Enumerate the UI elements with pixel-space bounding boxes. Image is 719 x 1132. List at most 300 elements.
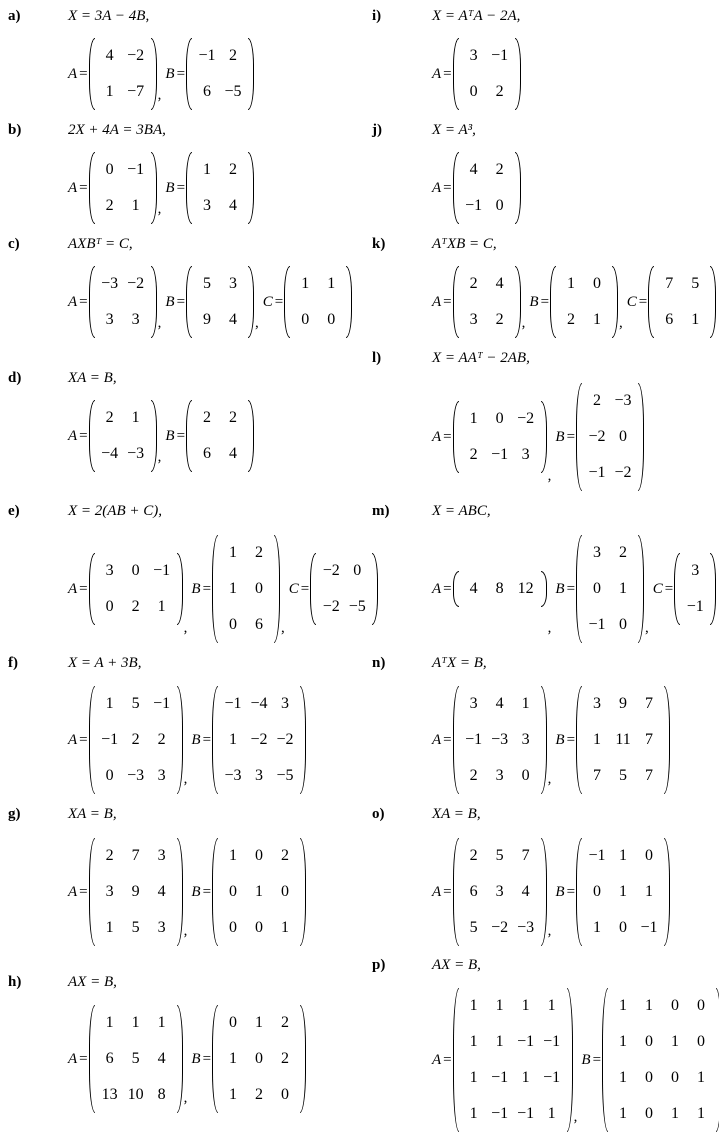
matrix-A: [89, 686, 183, 794]
matrix-cell: 1: [645, 997, 654, 1014]
matrix-cell: 3: [105, 311, 114, 328]
problem-equation: X = A + 3B,: [68, 655, 142, 671]
matrix-label: A: [68, 179, 78, 196]
right-paren-icon: [515, 38, 521, 110]
matrix-cell: 0: [229, 1014, 238, 1031]
equals-sign: =: [79, 179, 88, 196]
matrix-cell: 0: [301, 311, 310, 328]
comma-separator: ,: [281, 620, 285, 636]
problem-equation: X = AᵀA − 2A,: [432, 8, 521, 24]
matrix-cell: 1: [203, 161, 212, 178]
equals-sign: =: [592, 1051, 602, 1068]
matrix-B: [186, 266, 254, 338]
comma-separator: ,: [547, 771, 552, 787]
matrix-cell: 2: [495, 161, 504, 178]
matrix-cell: 0: [105, 161, 114, 178]
matrix-cell: 3: [469, 695, 478, 712]
equals-sign: =: [443, 1051, 452, 1068]
matrix-label: A: [432, 1051, 442, 1068]
matrix-cell: 1: [495, 1033, 504, 1050]
comma-separator: ,: [157, 449, 162, 465]
matrix-cell: 2: [281, 847, 290, 864]
matrix-cell: 7: [521, 847, 530, 864]
given-matrices: [68, 400, 254, 472]
matrix-cell: 1: [469, 1105, 478, 1122]
matrix-cell: 4: [495, 695, 504, 712]
equals-sign: =: [443, 65, 452, 82]
right-paren-icon: [664, 838, 670, 946]
problem-letter: m): [372, 503, 390, 519]
equals-sign: =: [176, 65, 186, 82]
matrix-cell: 2: [203, 409, 212, 426]
equals-sign: =: [566, 883, 576, 900]
matrix-label: A: [68, 427, 78, 444]
matrix-cell: 1: [521, 695, 530, 712]
matrix-cell: 6: [105, 1050, 114, 1067]
matrix-cell: 3: [105, 883, 114, 900]
matrix-label: C: [652, 580, 663, 597]
matrix-cell: 1: [131, 197, 140, 214]
matrix-cell: 3: [593, 544, 602, 561]
matrix-cell: 0: [645, 1033, 654, 1050]
matrix-cell: 1: [619, 997, 628, 1014]
matrix-cell: 0: [521, 767, 530, 784]
comma-separator: ,: [547, 923, 552, 939]
matrix-cell: 0: [697, 997, 706, 1014]
right-paren-icon: [541, 838, 547, 946]
matrix-cell: −2: [517, 410, 535, 427]
matrix-cell: 2: [469, 275, 478, 292]
matrix-cell: 3: [521, 446, 530, 463]
right-paren-icon: [248, 152, 254, 224]
equals-sign: =: [566, 580, 576, 597]
matrix-cell: −2: [322, 598, 340, 615]
problem-equation: 2X + 4A = 3BA,: [68, 122, 166, 138]
equals-sign: =: [300, 580, 310, 597]
matrix-cell: −1: [517, 1105, 535, 1122]
matrix-cell: 1: [229, 1050, 238, 1067]
matrix-cell: −1: [517, 1033, 535, 1050]
matrix-cell: −4: [250, 695, 268, 712]
matrix-cell: 6: [665, 311, 674, 328]
right-paren-icon: [177, 838, 183, 946]
matrix-cell: −1: [127, 161, 145, 178]
matrix-cell: 0: [593, 580, 602, 597]
matrix-cell: 0: [131, 562, 140, 579]
matrix-label: A: [432, 293, 442, 310]
matrix-cell: 0: [105, 767, 114, 784]
equals-sign: =: [443, 883, 452, 900]
matrix-cell: 3: [691, 562, 700, 579]
matrix-cell: 3: [157, 847, 166, 864]
matrix-A: [89, 38, 157, 110]
matrix-label: A: [68, 580, 78, 597]
matrix-cell: 7: [593, 767, 602, 784]
matrix-cell: −1: [153, 695, 171, 712]
equals-sign: =: [79, 731, 88, 748]
given-matrices: [68, 686, 306, 794]
comma-separator: ,: [645, 620, 649, 636]
matrix-cell: −1: [101, 731, 119, 748]
problem-letter: p): [372, 957, 386, 973]
matrix-cell: −1: [588, 847, 606, 864]
comma-separator: ,: [183, 923, 188, 939]
matrix-cell: 0: [255, 1050, 264, 1067]
equals-sign: =: [540, 293, 550, 310]
equals-sign: =: [79, 427, 88, 444]
matrix-cell: −2: [491, 919, 509, 936]
comma-separator: ,: [157, 201, 162, 217]
matrix-cell: −1: [153, 562, 171, 579]
matrix-cell: 6: [203, 445, 212, 462]
comma-separator: ,: [547, 620, 552, 636]
matrix-cell: 1: [131, 1014, 140, 1031]
matrix-cell: 1: [567, 275, 576, 292]
equals-sign: =: [443, 179, 452, 196]
matrix-cell: 2: [469, 767, 478, 784]
equals-sign: =: [443, 293, 452, 310]
matrix-cell: 3: [157, 767, 166, 784]
given-matrices: [432, 152, 521, 224]
matrix-cell: 2: [495, 311, 504, 328]
given-matrices: [432, 838, 670, 946]
right-paren-icon: [248, 38, 254, 110]
matrix-cell: −2: [276, 731, 294, 748]
matrix-cell: −5: [276, 767, 294, 784]
matrix-cell: −1: [491, 446, 509, 463]
matrix-cell: 1: [105, 1014, 114, 1031]
matrix-cell: 3: [495, 767, 504, 784]
matrix-B: [212, 838, 306, 946]
matrix-label: B: [165, 65, 175, 82]
matrix-cell: 4: [157, 1050, 166, 1067]
right-paren-icon: [151, 152, 157, 224]
matrix-B: [212, 535, 280, 643]
matrix-B: [602, 988, 719, 1132]
matrix-cell: −1: [491, 1069, 509, 1086]
problem-equation: XA = B,: [432, 806, 481, 822]
right-paren-icon: [664, 686, 670, 794]
matrix-cell: −3: [127, 445, 145, 462]
problem-letter: i): [372, 8, 382, 24]
right-paren-icon: [177, 1005, 183, 1113]
matrix-A: [89, 838, 183, 946]
matrix-label: A: [68, 65, 78, 82]
matrix-cell: 2: [567, 311, 576, 328]
matrix-cell: 1: [521, 997, 530, 1014]
matrix-cell: 0: [645, 1105, 654, 1122]
equals-sign: =: [79, 883, 88, 900]
problem-equation: AᵀXB = C,: [432, 236, 497, 252]
matrix-cell: 2: [593, 392, 602, 409]
equals-sign: =: [176, 427, 186, 444]
matrix-label: B: [165, 293, 175, 310]
equals-sign: =: [79, 65, 88, 82]
problem-letter: k): [372, 236, 386, 252]
given-matrices: [432, 38, 521, 110]
equals-sign: =: [176, 179, 186, 196]
right-paren-icon: [541, 686, 547, 794]
equals-sign: =: [202, 580, 212, 597]
matrix-cell: 2: [105, 847, 114, 864]
matrix-A: [453, 266, 521, 338]
matrix-label: C: [626, 293, 637, 310]
matrix-cell: 1: [495, 997, 504, 1014]
right-paren-icon: [541, 571, 547, 607]
right-paren-icon: [300, 1005, 306, 1113]
matrix-B: [576, 383, 644, 491]
matrix-cell: 4: [229, 311, 238, 328]
matrix-cell: 4: [521, 883, 530, 900]
right-paren-icon: [612, 266, 618, 338]
right-paren-icon: [300, 838, 306, 946]
matrix-cell: 10: [127, 1086, 144, 1103]
matrix-cell: −1: [491, 1105, 509, 1122]
equals-sign: =: [176, 293, 186, 310]
matrix-B: [212, 686, 306, 794]
problem-equation: X = 3A − 4B,: [68, 8, 150, 24]
comma-separator: ,: [157, 87, 162, 103]
matrix-cell: 3: [157, 919, 166, 936]
matrix-cell: 1: [593, 731, 602, 748]
matrix-cell: 7: [645, 767, 654, 784]
matrix-cell: 0: [645, 1069, 654, 1086]
given-matrices: [432, 988, 719, 1132]
matrix-label: A: [432, 731, 442, 748]
matrix-cell: 1: [469, 997, 478, 1014]
problem-letter: g): [8, 806, 21, 822]
matrix-cell: 4: [469, 161, 478, 178]
matrix-cell: 2: [229, 161, 238, 178]
problem-equation: X = AAᵀ − 2AB,: [432, 350, 530, 366]
comma-separator: ,: [183, 1090, 188, 1106]
matrix-cell: 1: [229, 1086, 238, 1103]
matrix-cell: 3: [203, 197, 212, 214]
given-matrices: [68, 838, 306, 946]
matrix-cell: 1: [619, 1105, 628, 1122]
matrix-cell: 7: [131, 847, 140, 864]
matrix-cell: 5: [495, 847, 504, 864]
matrix-A: [453, 401, 547, 473]
problem-equation: AXBᵀ = C,: [68, 236, 133, 252]
problem-equation: XA = B,: [68, 370, 117, 386]
matrix-cell: 5: [131, 919, 140, 936]
equals-sign: =: [443, 731, 452, 748]
matrix-A: [89, 400, 157, 472]
matrix-cell: 0: [671, 997, 680, 1014]
matrix-cell: 1: [255, 1014, 264, 1031]
problem-letter: l): [372, 350, 382, 366]
matrix-cell: 1: [697, 1069, 706, 1086]
matrix-cell: 5: [131, 695, 140, 712]
matrix-cell: 0: [105, 598, 114, 615]
matrix-cell: 4: [495, 275, 504, 292]
matrix-cell: 1: [691, 311, 700, 328]
matrix-cell: 3: [469, 47, 478, 64]
matrix-label: B: [581, 1051, 591, 1068]
comma-separator: ,: [573, 1109, 578, 1125]
matrix-cell: 0: [593, 275, 602, 292]
problem-letter: h): [8, 974, 22, 990]
matrix-cell: −5: [348, 598, 366, 615]
matrix-B: [212, 1005, 306, 1113]
matrix-C: [310, 553, 378, 625]
right-paren-icon: [710, 266, 716, 338]
problem-letter: o): [372, 806, 385, 822]
matrix-cell: 7: [665, 275, 674, 292]
matrix-cell: −3: [127, 767, 145, 784]
comma-separator: ,: [521, 315, 526, 331]
equals-sign: =: [443, 428, 452, 445]
matrix-cell: 1: [327, 275, 336, 292]
equals-sign: =: [79, 580, 88, 597]
matrix-cell: 1: [105, 83, 114, 100]
matrix-cell: 4: [229, 197, 238, 214]
matrix-cell: 4: [157, 883, 166, 900]
matrix-cell: 4: [105, 47, 114, 64]
matrix-cell: 1: [229, 731, 238, 748]
problem-letter: a): [8, 8, 21, 24]
matrix-cell: 2: [105, 197, 114, 214]
matrix-label: B: [555, 428, 565, 445]
matrix-cell: −3: [517, 919, 535, 936]
matrix-cell: 1: [157, 598, 166, 615]
matrix-cell: 0: [229, 616, 238, 633]
right-paren-icon: [638, 383, 644, 491]
matrix-cell: −2: [250, 731, 268, 748]
matrix-cell: 1: [229, 580, 238, 597]
right-paren-icon: [151, 400, 157, 472]
matrix-cell: −2: [588, 428, 606, 445]
problem-equation: XA = B,: [68, 806, 117, 822]
matrix-cell: 1: [619, 1033, 628, 1050]
matrix-cell: −1: [491, 47, 509, 64]
matrix-cell: 0: [255, 847, 264, 864]
matrix-cell: −1: [543, 1033, 561, 1050]
problem-equation: X = 2(AB + C),: [68, 503, 162, 519]
matrix-B: [186, 152, 254, 224]
matrix-cell: 0: [619, 428, 628, 445]
matrix-cell: 0: [281, 883, 290, 900]
matrix-cell: −7: [127, 83, 145, 100]
matrix-cell: −1: [543, 1069, 561, 1086]
equals-sign: =: [566, 731, 576, 748]
matrix-label: B: [191, 580, 201, 597]
matrix-cell: 3: [469, 311, 478, 328]
matrix-cell: 9: [619, 695, 628, 712]
problem-equation: X = A³,: [432, 122, 476, 138]
matrix-label: B: [165, 179, 175, 196]
right-paren-icon: [710, 553, 716, 625]
right-paren-icon: [515, 152, 521, 224]
matrix-A: [89, 1005, 183, 1113]
matrix-cell: 2: [157, 731, 166, 748]
right-paren-icon: [151, 38, 157, 110]
matrix-label: B: [555, 883, 565, 900]
matrix-cell: 5: [691, 275, 700, 292]
equals-sign: =: [274, 293, 284, 310]
matrix-cell: −3: [101, 275, 119, 292]
equals-sign: =: [79, 1050, 88, 1067]
comma-separator: ,: [255, 315, 259, 331]
matrix-cell: −1: [588, 464, 606, 481]
matrix-cell: 2: [469, 446, 478, 463]
matrix-A: [453, 838, 547, 946]
equals-sign: =: [638, 293, 648, 310]
matrix-label: A: [68, 1050, 78, 1067]
matrix-A: [453, 152, 521, 224]
matrix-cell: 1: [131, 409, 140, 426]
matrix-cell: 6: [255, 616, 264, 633]
right-paren-icon: [515, 266, 521, 338]
matrix-B: [186, 400, 254, 472]
matrix-cell: −2: [127, 47, 145, 64]
matrix-cell: 1: [105, 695, 114, 712]
matrix-cell: 1: [469, 1069, 478, 1086]
matrix-cell: 2: [255, 1086, 264, 1103]
matrix-cell: 8: [157, 1086, 166, 1103]
matrix-cell: 1: [157, 1014, 166, 1031]
matrix-cell: 2: [229, 409, 238, 426]
matrix-cell: 2: [131, 598, 140, 615]
equals-sign: =: [566, 428, 576, 445]
right-paren-icon: [541, 401, 547, 473]
matrix-cell: 1: [547, 997, 556, 1014]
matrix-label: A: [68, 731, 78, 748]
matrix-cell: −2: [127, 275, 145, 292]
problem-equation: AᵀX = B,: [432, 655, 487, 671]
matrix-cell: 5: [469, 919, 478, 936]
right-paren-icon: [177, 553, 183, 625]
problem-equation: AX = B,: [432, 957, 481, 973]
matrix-label: B: [555, 731, 565, 748]
right-paren-icon: [248, 266, 254, 338]
right-paren-icon: [638, 535, 644, 643]
matrix-cell: 0: [619, 919, 628, 936]
matrix-label: A: [68, 293, 78, 310]
matrix-cell: −1: [640, 919, 658, 936]
matrix-cell: 0: [469, 83, 478, 100]
matrix-cell: 2: [469, 847, 478, 864]
matrix-cell: 0: [229, 883, 238, 900]
problem-letter: c): [8, 236, 20, 252]
given-matrices: [432, 266, 716, 338]
given-matrices: [432, 383, 644, 491]
matrix-label: C: [288, 580, 299, 597]
matrix-cell: 0: [255, 919, 264, 936]
matrix-cell: 2: [281, 1014, 290, 1031]
matrix-cell: 2: [229, 47, 238, 64]
matrix-cell: 2: [495, 83, 504, 100]
matrix-B: [576, 535, 644, 643]
equals-sign: =: [443, 580, 452, 597]
matrix-cell: 1: [281, 919, 290, 936]
given-matrices: [68, 535, 378, 643]
equals-sign: =: [664, 580, 674, 597]
right-paren-icon: [248, 400, 254, 472]
problem-letter: d): [8, 370, 22, 386]
matrix-cell: 2: [105, 409, 114, 426]
matrix-label: B: [555, 580, 565, 597]
matrix-cell: 1: [619, 580, 628, 597]
matrix-label: A: [432, 179, 442, 196]
matrix-label: B: [165, 427, 175, 444]
matrix-cell: 11: [615, 731, 631, 748]
matrix-B: [186, 38, 254, 110]
matrix-cell: 2: [619, 544, 628, 561]
comma-separator: ,: [157, 315, 162, 331]
matrix-cell: 0: [229, 919, 238, 936]
